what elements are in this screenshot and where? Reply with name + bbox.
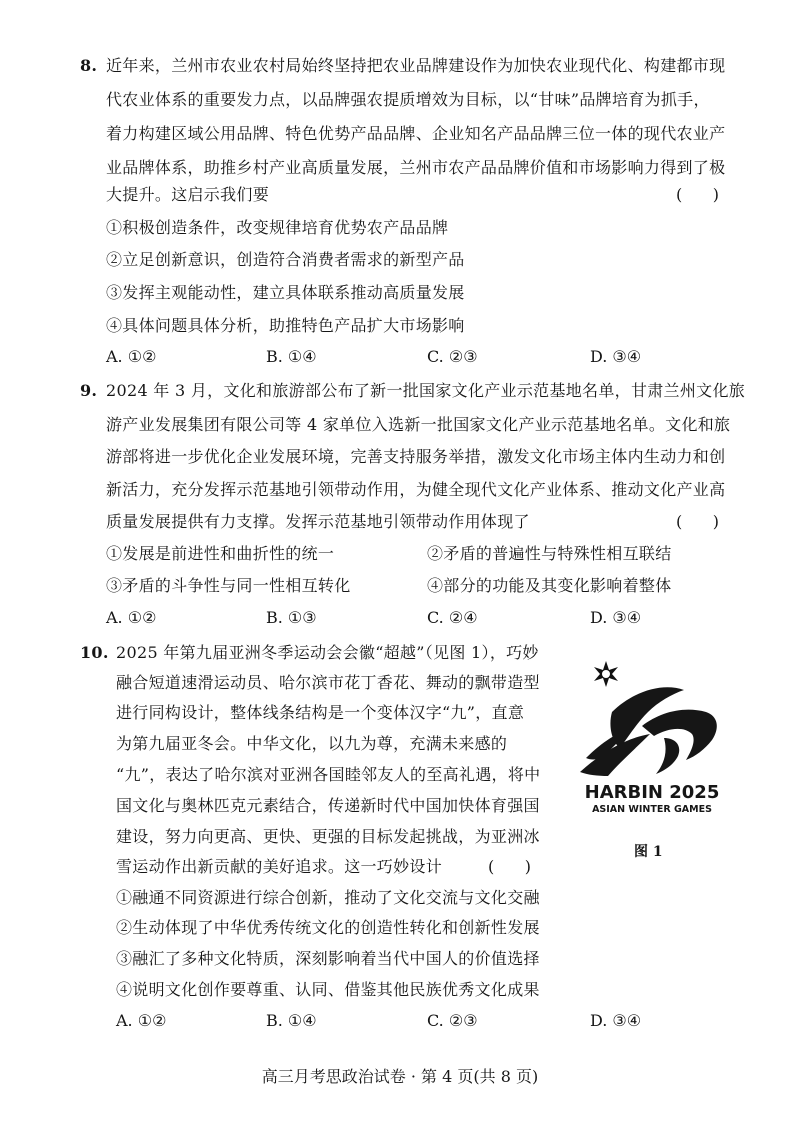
question-text-line: “九”，表达了哈尔滨对亚洲各国睦邻友人的至高礼遇，将中 [116, 765, 541, 784]
question-text-line: 业品牌体系，助推乡村产业高质量发展，兰州市农产品品牌价值和市场影响力得到了极 [106, 158, 726, 177]
question-text-line: 游产业发展集团有限公司等 4 家单位入选新一批国家文化产业示范基地名单。文化和旅 [106, 415, 731, 434]
statement-3: ③融汇了多种文化特质，深刻影响着当代中国人的价值选择 [116, 949, 540, 968]
choice-d: D. ③④ [590, 608, 642, 627]
statement-3: ③矛盾的斗争性与同一性相互转化 [106, 576, 351, 595]
statement-3: ③发挥主观能动性，建立具体联系推动高质量发展 [106, 283, 465, 302]
choice-b: B. ①④ [266, 347, 317, 366]
question-text-line: 建设，努力向更高、更快、更强的目标发起挑战，为亚洲冰 [116, 827, 540, 846]
question-text-line: 为第九届亚冬会。中华文化，以九为尊，充满未来感的 [116, 734, 508, 753]
choice-d: D. ③④ [590, 347, 642, 366]
question-text-line: 进行同构设计，整体线条结构是一个变体汉字“九”，直意 [116, 703, 525, 722]
statement-1: ①积极创造条件，改变规律培育优势农产品品牌 [106, 218, 449, 237]
emblem-subtitle: ASIAN WINTER GAMES [592, 804, 712, 815]
question-text-line: 2025 年第九届亚洲冬季运动会会徽“超越”（见图 1），巧妙 [116, 643, 539, 662]
harbin-2025-emblem [572, 652, 732, 822]
question-text-line: 2024 年 3 月，文化和旅游部公布了新一批国家文化产业示范基地名单，甘肃兰州文化旅 [106, 381, 746, 400]
question-text-line: 国文化与奥林匹克元素结合，传递新时代中国加快体育强国 [116, 796, 540, 815]
figure-caption: 图 1 [634, 844, 663, 860]
choice-c: C. ②③ [427, 347, 478, 366]
answer-blank: ( ) [488, 857, 531, 876]
statement-2: ②生动体现了中华优秀传统文化的创造性转化和创新性发展 [116, 918, 540, 937]
choice-a: A. ①② [106, 347, 157, 366]
statement-2: ②立足创新意识，创造符合消费者需求的新型产品 [106, 250, 465, 269]
question-text-line: 质量发展提供有力支撑。发挥示范基地引领带动作用体现了 [106, 512, 530, 531]
choice-b: B. ①③ [266, 608, 317, 627]
question-text-line: 游部将进一步优化企业发展环境，完善支持服务举措，激发文化市场主体内生动力和创 [106, 447, 726, 466]
choice-c: C. ②④ [427, 608, 478, 627]
question-text-line: 着力构建区域公用品牌、特色优势产品品牌、企业知名产品品牌三位一体的现代农业产 [106, 124, 726, 143]
choice-a: A. ①② [106, 608, 157, 627]
answer-blank: ( ) [676, 185, 719, 204]
statement-1: ①融通不同资源进行综合创新，推动了文化交流与文化交融 [116, 888, 540, 907]
question-text-line: 代农业体系的重要发力点，以品牌强农提质增效为目标，以“甘味”品牌培育为抓手， [106, 90, 710, 109]
statement-2: ②矛盾的普遍性与特殊性相互联结 [427, 544, 672, 563]
answer-blank: ( ) [676, 512, 719, 531]
question-text-line: 新活力，充分发挥示范基地引领带动作用，为健全现代文化产业体系、推动文化产业高 [106, 480, 726, 499]
emblem-title: HARBIN 2025 [584, 782, 720, 803]
statement-4: ④具体问题具体分析，助推特色产品扩大市场影响 [106, 316, 465, 335]
question-text-line: 雪运动作出新贡献的美好追求。这一巧妙设计 [116, 857, 443, 876]
choice-b: B. ①④ [266, 1011, 317, 1030]
page-footer: 高三月考思政治试卷 · 第 4 页(共 8 页) [261, 1067, 539, 1086]
choice-a: A. ①② [116, 1011, 167, 1030]
question-text-line: 近年来，兰州市农业农村局始终坚持把农业品牌建设作为加快农业现代化、构建都市现 [106, 56, 726, 75]
question-text-line: 融合短道速滑运动员、哈尔滨市花丁香花、舞动的飘带造型 [116, 673, 540, 692]
choice-d: D. ③④ [590, 1011, 642, 1030]
skater-ribbon-mark [580, 687, 717, 776]
question-number: 10. [80, 643, 109, 662]
lilac-flower-icon [594, 661, 618, 687]
statement-1: ①发展是前进性和曲折性的统一 [106, 544, 335, 563]
question-number: 9. [80, 381, 98, 400]
statement-4: ④部分的功能及其变化影响着整体 [427, 576, 672, 595]
statement-4: ④说明文化创作要尊重、认同、借鉴其他民族优秀文化成果 [116, 980, 540, 999]
question-text-line: 大提升。这启示我们要 [106, 185, 270, 204]
choice-c: C. ②③ [427, 1011, 478, 1030]
question-number: 8. [80, 56, 98, 75]
